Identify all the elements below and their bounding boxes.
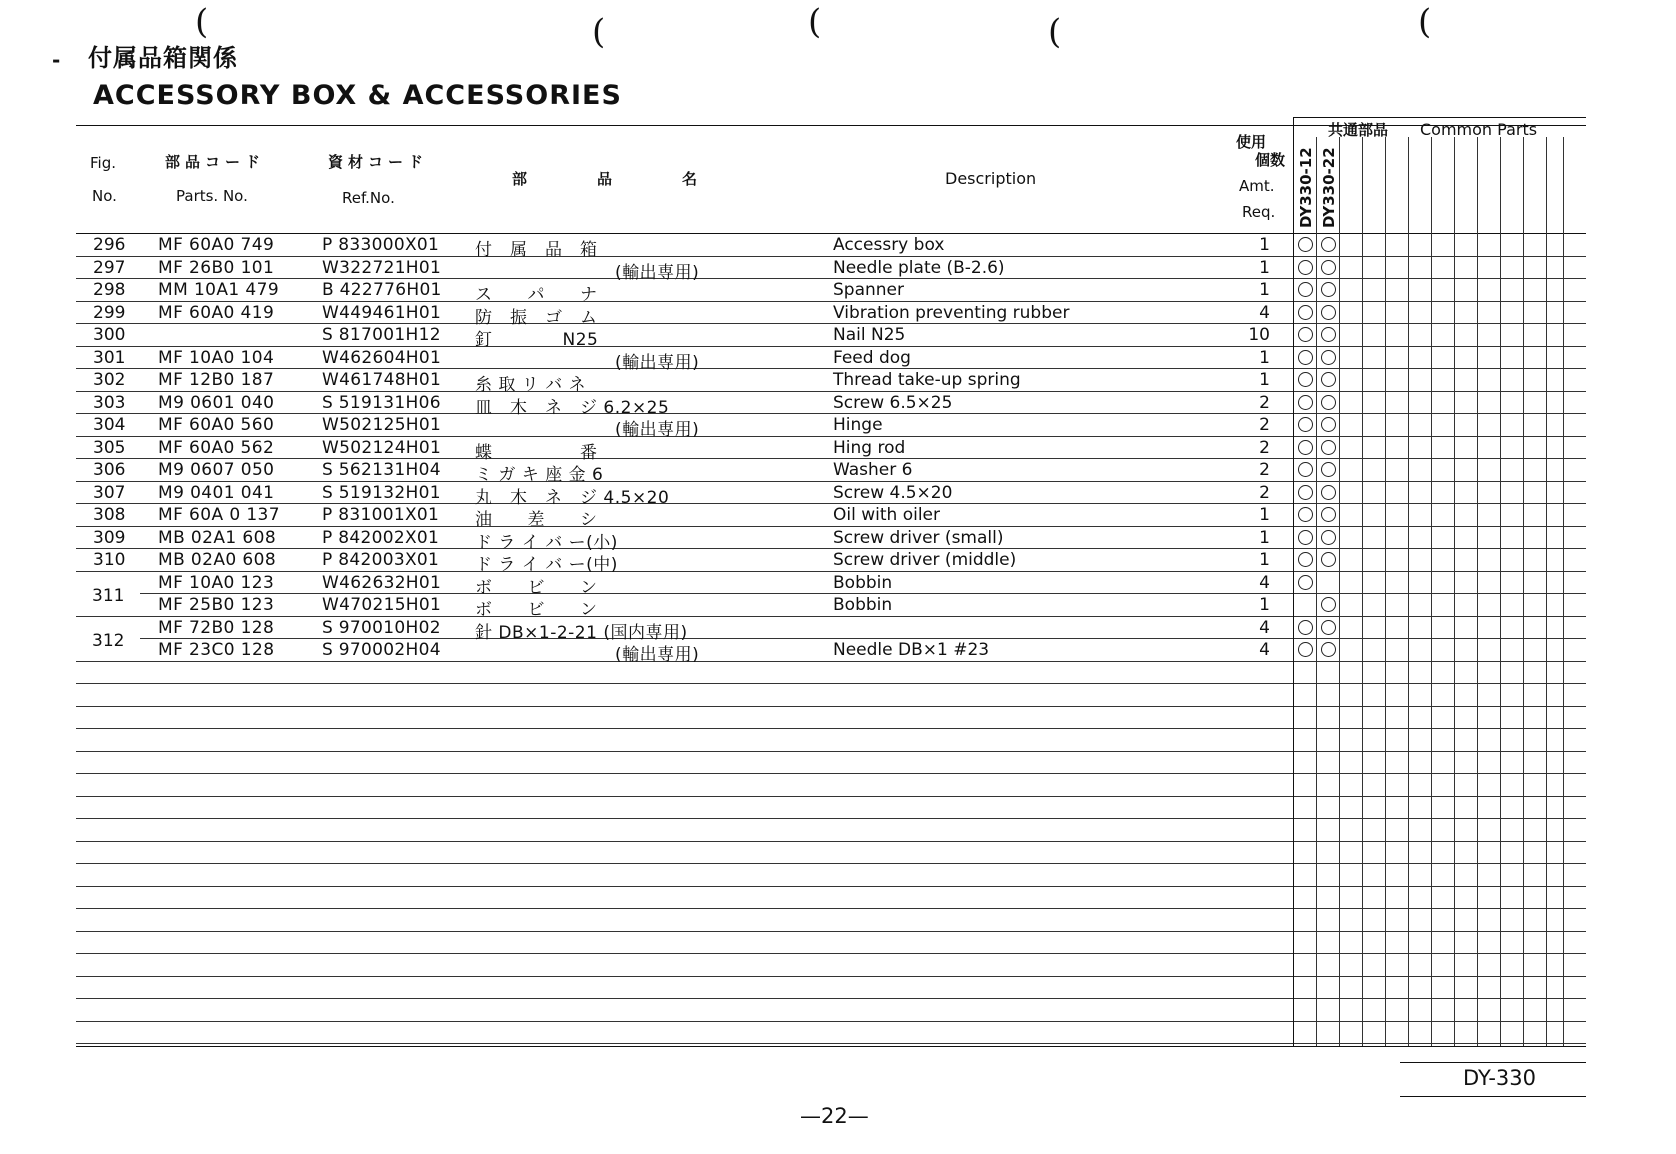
ref-no-cell: P 833000X01 (322, 235, 440, 255)
qty-cell: 1 (1259, 550, 1270, 570)
qty-cell: 2 (1259, 392, 1270, 413)
grid-line (76, 773, 1586, 774)
part-name-cell: ド ラ イ バ ー(中) (475, 555, 618, 575)
qty-cell: 2 (1259, 460, 1270, 480)
binder-mark: ( (592, 12, 606, 52)
table-row (0, 346, 1676, 373)
parts-no-cell: MM 10A1 479 (158, 280, 280, 300)
part-name-cell: 糸 取 リ バ ネ (475, 375, 587, 395)
common-parts-jp-header: 共通部品 (1328, 121, 1389, 139)
model-b-mark-icon (1321, 372, 1336, 387)
table-row (0, 593, 1676, 620)
part-name-cell: 針 DB×1-2-21 (国内専用) (475, 622, 688, 643)
grid-line (76, 908, 1586, 909)
description-cell: Screw driver (small) (833, 527, 1004, 548)
parts-no-cell: MB 02A1 608 (158, 527, 277, 548)
description-cell: Screw driver (middle) (833, 550, 1017, 570)
table-row (0, 458, 1676, 485)
description-header: Description (945, 169, 1037, 188)
grid-line (76, 683, 1586, 684)
description-cell: Accessry box (833, 235, 945, 255)
ref-no-cell: P 831001X01 (322, 505, 440, 525)
ref-no-cell: P 842002X01 (322, 527, 440, 548)
description-cell: Oil with oiler (833, 505, 940, 525)
ref-no-cell: W449461H01 (322, 302, 442, 323)
merged-fig-cell: 311 (92, 586, 125, 606)
ref-no-cell: W462632H01 (322, 572, 442, 593)
qty-cell: 4 (1259, 640, 1270, 660)
ref-en-header: Ref.No. (342, 189, 395, 207)
description-cell: Hing rod (833, 437, 906, 458)
qty-cell: 4 (1259, 617, 1270, 638)
model-a-mark-icon (1298, 282, 1313, 297)
grid-line (76, 998, 1586, 999)
fig-cell: 304 (93, 415, 126, 435)
description-cell: Needle plate (B-2.6) (833, 257, 1005, 278)
section-title-en: ACCESSORY BOX & ACCESSORIES (93, 80, 622, 111)
part-name-cell: 蝶 番 (475, 442, 598, 463)
fig-cell: 296 (93, 235, 126, 255)
table-row (0, 548, 1676, 575)
model-b-mark-icon (1321, 485, 1336, 500)
model-a-mark-icon (1298, 327, 1313, 342)
ref-no-cell: S 562131H04 (322, 460, 441, 480)
description-cell: Feed dog (833, 347, 911, 368)
parts-no-cell: MF 60A0 562 (158, 437, 275, 458)
table-row (0, 323, 1676, 350)
ref-no-cell: W461748H01 (322, 370, 442, 390)
name-header-2: 品 (597, 170, 613, 188)
grid-line (76, 751, 1586, 752)
fig-cell: 298 (93, 280, 126, 300)
merged-fig-cell: 312 (92, 631, 125, 651)
part-name-cell: 油 差 シ (475, 510, 598, 530)
parts-no-cell: MF 60A0 419 (158, 302, 275, 323)
model-a-mark-icon (1298, 350, 1313, 365)
fig-cell: 309 (93, 527, 126, 548)
parts-no-cell: MF 10A0 104 (158, 347, 275, 368)
binder-mark: ( (1418, 2, 1432, 42)
fig-cell: 299 (93, 302, 126, 323)
qty-cell: 4 (1259, 302, 1270, 323)
model-b-mark-icon (1321, 282, 1336, 297)
model-b-mark-icon (1321, 620, 1336, 635)
qty-cell: 1 (1259, 527, 1270, 548)
qty-cell: 2 (1259, 437, 1270, 458)
fig-no-header: No. (92, 187, 117, 205)
grid-line (76, 841, 1586, 842)
bullet-mark: - (52, 48, 61, 72)
ref-no-cell: W322721H01 (322, 257, 442, 278)
table-row (0, 436, 1676, 463)
qty-en-header-2: Req. (1242, 203, 1276, 221)
model-b-mark-icon (1321, 305, 1336, 320)
qty-cell: 1 (1259, 505, 1270, 525)
description-cell: Spanner (833, 280, 904, 300)
ref-no-cell: S 817001H12 (322, 325, 441, 345)
qty-cell: 1 (1259, 595, 1270, 615)
model-label: DY-330 (1462, 1066, 1536, 1090)
model-a-mark-icon (1298, 530, 1313, 545)
model-a-header: DY330-12 (1297, 147, 1315, 228)
grid-line (76, 931, 1586, 932)
parts-no-cell: MF 10A0 123 (158, 572, 275, 593)
table-row (0, 278, 1676, 305)
ref-jp-header: 資材コード (328, 153, 429, 171)
parts-no-cell: MF 72B0 128 (158, 617, 275, 638)
model-b-header: DY330-22 (1320, 147, 1338, 228)
model-b-mark-icon (1321, 350, 1336, 365)
model-b-mark-icon (1321, 597, 1336, 612)
ref-no-cell: S 519131H06 (322, 392, 441, 413)
grid-line (76, 1043, 1586, 1044)
page-number: —22— (800, 1104, 869, 1128)
model-b-mark-icon (1321, 552, 1336, 567)
table-row (0, 301, 1676, 328)
description-cell: Nail N25 (833, 325, 906, 345)
qty-cell: 4 (1259, 572, 1270, 593)
grid-line (76, 976, 1586, 977)
model-a-mark-icon (1298, 237, 1313, 252)
model-a-mark-icon (1298, 620, 1313, 635)
model-b-mark-icon (1321, 507, 1336, 522)
part-name-cell: ス パ ナ (475, 285, 598, 305)
ref-no-cell: S 970002H04 (322, 640, 441, 660)
grid-line (76, 818, 1586, 819)
grid-line (1293, 117, 1586, 118)
part-name-cell: 釘 N25 (475, 330, 599, 350)
grid-line (76, 661, 1586, 662)
grid-line (76, 796, 1586, 797)
description-cell: Bobbin (833, 595, 893, 615)
parts-no-cell: M9 0401 041 (158, 482, 275, 503)
ref-no-cell: P 842003X01 (322, 550, 440, 570)
binder-mark: ( (195, 2, 209, 42)
parts-no-cell: MF 23C0 128 (158, 640, 275, 660)
parts-no-cell: MF 60A 0 137 (158, 505, 280, 525)
parts-no-cell: MF 12B0 187 (158, 370, 275, 390)
fig-cell: 307 (93, 482, 126, 503)
model-a-mark-icon (1298, 462, 1313, 477)
parts-no-cell: MF 60A0 560 (158, 415, 275, 435)
table-row (0, 413, 1676, 440)
model-a-mark-icon (1298, 305, 1313, 320)
parts-no-cell: MF 26B0 101 (158, 257, 275, 278)
model-b-mark-icon (1321, 417, 1336, 432)
qty-en-header-1: Amt. (1239, 177, 1275, 195)
part-name-cell: (輸出専用) (475, 352, 700, 373)
qty-jp-header-2: 個数 (1255, 151, 1286, 169)
part-name-cell: 丸 木 ネ ジ 4.5×20 (475, 487, 670, 508)
grid-line (76, 1046, 1586, 1047)
parts-no-cell: M9 0601 040 (158, 392, 275, 413)
parts-jp-header: 部品コード (165, 153, 266, 171)
model-b-mark-icon (1321, 237, 1336, 252)
model-b-mark-icon (1321, 642, 1336, 657)
name-header-3: 名 (682, 170, 698, 188)
qty-cell: 2 (1259, 415, 1270, 435)
parts-no-cell: MF 60A0 749 (158, 235, 275, 255)
model-a-mark-icon (1298, 507, 1313, 522)
table-row (0, 368, 1676, 395)
ref-no-cell: W502124H01 (322, 437, 442, 458)
part-name-cell: 防 振 ゴ ム (475, 307, 598, 328)
description-cell: Thread take-up spring (833, 370, 1021, 390)
name-header-1: 部 (512, 170, 528, 188)
fig-cell: 303 (93, 392, 126, 413)
grid-line (76, 728, 1586, 729)
ref-no-cell: S 970010H02 (322, 617, 441, 638)
part-name-cell: (輸出専用) (475, 645, 700, 665)
fig-cell: 306 (93, 460, 126, 480)
table-row (0, 233, 1676, 260)
parts-no-cell: M9 0607 050 (158, 460, 275, 480)
model-a-mark-icon (1298, 372, 1313, 387)
description-cell: Needle DB×1 #23 (833, 640, 990, 660)
fig-cell: 308 (93, 505, 126, 525)
grid-line (76, 886, 1586, 887)
description-cell: Screw 4.5×20 (833, 482, 953, 503)
description-cell: Hinge (833, 415, 883, 435)
part-name-cell: ミ ガ キ 座 金 6 (475, 465, 604, 485)
table-row (0, 503, 1676, 530)
model-b-mark-icon (1321, 327, 1336, 342)
grid-line (76, 863, 1586, 864)
description-cell: Vibration preventing rubber (833, 302, 1070, 323)
model-a-mark-icon (1298, 440, 1313, 455)
ref-no-cell: B 422776H01 (322, 280, 442, 300)
table-row (0, 526, 1676, 553)
qty-cell: 2 (1259, 482, 1270, 503)
fig-header: Fig. (90, 154, 116, 172)
part-name-cell: ド ラ イ バ ー(小) (475, 532, 618, 553)
footer-rule (1400, 1096, 1586, 1097)
model-b-mark-icon (1321, 395, 1336, 410)
ref-no-cell: W502125H01 (322, 415, 442, 435)
binder-mark: ( (1048, 12, 1062, 52)
part-name-cell: ボ ビ ン (475, 577, 598, 598)
description-cell: Washer 6 (833, 460, 913, 480)
model-a-mark-icon (1298, 552, 1313, 567)
grid-line (76, 706, 1586, 707)
qty-jp-header-1: 使用 (1236, 133, 1267, 151)
qty-cell: 1 (1259, 235, 1270, 255)
qty-cell: 1 (1259, 347, 1270, 368)
ref-no-cell: W470215H01 (322, 595, 442, 615)
part-name-cell: (輸出専用) (475, 262, 700, 283)
model-a-mark-icon (1298, 395, 1313, 410)
fig-cell: 310 (93, 550, 126, 570)
model-a-mark-icon (1298, 642, 1313, 657)
fig-cell: 300 (93, 325, 126, 345)
grid-line (76, 953, 1586, 954)
part-name-cell: (輸出専用) (475, 420, 700, 440)
part-name-cell: ボ ビ ン (475, 600, 598, 620)
model-a-mark-icon (1298, 417, 1313, 432)
part-name-cell: 皿 木 ネ ジ 6.2×25 (475, 397, 670, 418)
ref-no-cell: S 519132H01 (322, 482, 441, 503)
model-b-mark-icon (1321, 440, 1336, 455)
model-a-mark-icon (1298, 575, 1313, 590)
common-parts-en-header: Common Parts (1420, 120, 1538, 139)
table-row (0, 256, 1676, 283)
ref-no-cell: W462604H01 (322, 347, 442, 368)
qty-cell: 1 (1259, 257, 1270, 278)
fig-cell: 302 (93, 370, 126, 390)
model-a-mark-icon (1298, 485, 1313, 500)
qty-cell: 10 (1248, 325, 1270, 345)
table-row (0, 638, 1676, 665)
parts-en-header: Parts. No. (176, 187, 248, 205)
binder-mark: ( (808, 2, 822, 42)
model-b-mark-icon (1321, 530, 1336, 545)
model-b-mark-icon (1321, 462, 1336, 477)
model-a-mark-icon (1298, 260, 1313, 275)
parts-no-cell: MF 25B0 123 (158, 595, 275, 615)
grid-line (76, 1021, 1586, 1022)
fig-cell: 297 (93, 257, 126, 278)
fig-cell: 301 (93, 347, 126, 368)
footer-rule (1400, 1062, 1586, 1063)
qty-cell: 1 (1259, 370, 1270, 390)
model-b-mark-icon (1321, 260, 1336, 275)
description-cell: Screw 6.5×25 (833, 392, 953, 413)
section-title-jp: 付属品箱関係 (88, 44, 238, 72)
description-cell: Bobbin (833, 572, 893, 593)
part-name-cell: 付 属 品 箱 (475, 240, 598, 260)
qty-cell: 1 (1259, 280, 1270, 300)
parts-no-cell: MB 02A0 608 (158, 550, 277, 570)
fig-cell: 305 (93, 437, 126, 458)
table-row (0, 481, 1676, 508)
table-row (0, 391, 1676, 418)
